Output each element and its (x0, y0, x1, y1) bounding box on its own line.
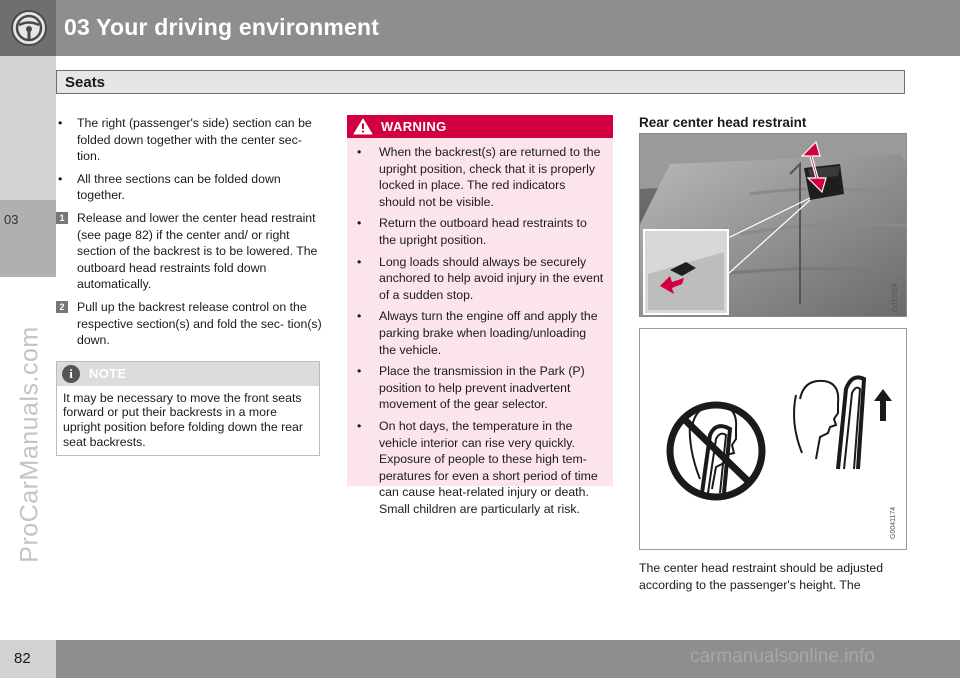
section-title: Seats (65, 74, 106, 91)
warning-text: Long loads should always be securely anchored to help avoid injury in the event of a sudden stop. (379, 254, 604, 302)
bullet-item (56, 171, 322, 204)
warning-triangle-icon (353, 118, 373, 135)
rear-seat-photo (639, 133, 907, 317)
warning-label: WARNING (381, 119, 447, 134)
side-watermark: ProCarManuals.com (15, 326, 44, 563)
section-bar (56, 70, 905, 94)
chapter-number: 03 (4, 212, 19, 227)
warning-item (355, 308, 605, 358)
warning-item (355, 215, 605, 248)
note-text: It may be necessary to move the front seats forward or put their backrests in a more upright position before folding down the rear seat backrests. (63, 390, 303, 449)
bullet-dot: • (357, 418, 362, 433)
bullet-item (56, 115, 322, 165)
bullet-text: The right (passenger's side) section can be folded down together with the center sec- tion. (77, 116, 312, 164)
note-label: NOTE (89, 365, 127, 381)
warning-item (355, 363, 605, 413)
footer-watermark: carmanualsonline.info (690, 646, 875, 667)
left-column (56, 115, 322, 456)
warning-text: Return the outboard head restraints to the upright position. (379, 216, 587, 247)
warning-item (355, 144, 605, 210)
step-number-badge: 2 (56, 301, 68, 313)
page-number: 82 (14, 650, 31, 667)
bullet-text: All three sections can be folded down together. (77, 171, 281, 203)
steering-wheel-icon (9, 8, 49, 48)
warning-header (347, 115, 613, 138)
header-emblem-box (0, 0, 56, 56)
step-number-badge: 1 (56, 212, 68, 224)
info-icon: i (62, 365, 80, 383)
chapter-title: 03 Your driving environment (64, 14, 380, 40)
right-column (639, 115, 907, 130)
note-box (56, 361, 320, 456)
warning-text: When the backrest(s) are returned to the upright position, check that it is properly locked in place. The red indicators should not be visible. (379, 145, 601, 209)
warning-box (347, 115, 613, 516)
bullet-dot: • (357, 145, 362, 159)
warning-text: On hot days, the temperature in the vehicle interior can rise very quickly. Exposure of people to these high tem- peratures for even a short period of time can cause heat-related injury or death. Small children are particularly at risk. (379, 418, 598, 516)
step-item (56, 299, 322, 349)
rear-seat-illustration (640, 134, 907, 317)
warning-text: Place the transmission in the Park (P) position to help prevent inadvertent movement of the gear selector. (379, 364, 585, 412)
warning-list (347, 138, 613, 517)
step-text: Pull up the backrest release control on the respective section(s) and fold the sec- tion(s) down. (77, 299, 322, 348)
photo-image-code: G017624 (892, 283, 899, 312)
bullet-dot: • (58, 171, 63, 186)
warning-item (355, 418, 605, 518)
head-restraint-illustration (640, 329, 906, 549)
bullet-dot: • (357, 216, 362, 231)
bullet-dot: • (357, 254, 362, 269)
diagram-image-code: G0041174 (890, 506, 897, 539)
bullet-dot: • (58, 116, 63, 130)
bullet-dot: • (357, 309, 362, 324)
bullet-dot: • (357, 364, 362, 379)
warning-text: Always turn the engine off and apply the parking brake when loading/unloading the vehicle. (379, 309, 598, 357)
caption-text: The center head restraint should be adjusted according to the passenger's height. The (639, 561, 884, 592)
step-text: Release and lower the center head restraint (see page 82) if the center and/ or right section of the backrest is to be lowered. The outboard head restraints fold down automatically. (77, 210, 318, 292)
step-item (56, 210, 322, 293)
note-header (57, 362, 319, 386)
head-restraint-diagram (639, 328, 907, 550)
subsection-heading: Rear center head restraint (639, 115, 807, 130)
warning-item (355, 254, 605, 304)
